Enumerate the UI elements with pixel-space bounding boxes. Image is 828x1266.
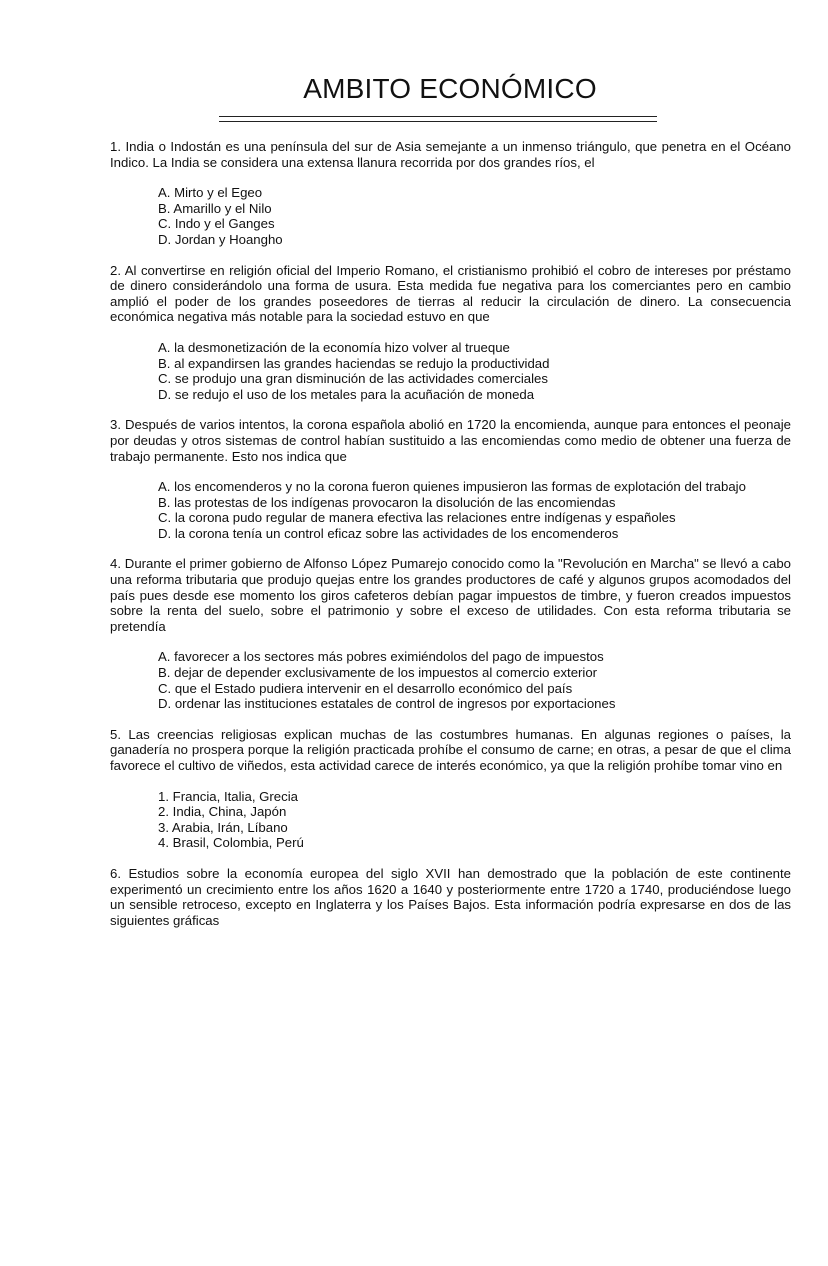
questions-list [110,139,791,943]
title-underline-top [219,116,657,117]
answer-option: B. Amarillo y el Nilo [158,200,272,216]
answer-option: B. dejar de depender exclusivamente de los impuestos al comercio exterior [158,665,598,681]
answer-option: C. que el Estado pudiera intervenir en el desarrollo económico del país [158,680,573,696]
question-4 [110,556,791,711]
answer-option: A. favorecer a los sectores más pobres eximiéndolos del pago de impuestos [158,649,604,665]
answer-option: A. la desmonetización de la economía hizo volver al trueque [158,339,510,355]
answer-option: D. Jordan y Hoangho [158,231,283,247]
answer-option: C. se produjo una gran disminución de las actividades comerciales [158,371,548,387]
answer-options [110,185,791,247]
answer-option: B. al expandirsen las grandes haciendas se redujo la productividad [158,355,550,371]
question-1 [110,139,791,248]
page-title: AMBITO ECONÓMICO [303,73,597,104]
question-stem: 5. Las creencias religiosas explican muchas de las costumbres humanas. En algunas regiones o países, la ganadería no prospera porque la religión practicada prohíbe el consumo de carne; en otras, a pesar de que el clima favorece el cultivo de viñedos, esta actividad carece de interés económico, ya que la religión prohíbe tomar vino en [110,726,791,773]
answer-option: C. la corona pudo regular de manera efectiva las relaciones entre indígenas y españoles [158,510,676,526]
answer-option: D. se redujo el uso de los metales para la acuñación de moneda [158,386,535,402]
answer-option: 2. India, China, Japón [158,804,287,820]
answer-option: A. los encomenderos y no la corona fueron quienes impusieron las formas de explotación del trabajo [158,479,746,495]
answer-option: A. Mirto y el Egeo [158,185,263,201]
question-2 [110,263,791,403]
question-5 [110,727,791,851]
title-underline-bottom [219,121,657,122]
answer-option: C. Indo y el Ganges [158,216,275,232]
answer-option: D. ordenar las instituciones estatales de control de ingresos por exportaciones [158,696,616,712]
answer-option: B. las protestas de los indígenas provocaron la disolución de las encomiendas [158,494,616,510]
question-6 [110,866,791,928]
answer-option: 1. Francia, Italia, Grecia [158,788,298,804]
answer-options [110,479,791,541]
answer-option: 4. Brasil, Colombia, Perú [158,835,304,851]
question-stem: 2. Al convertirse en religión oficial del Imperio Romano, el cristianismo prohibió el cobro de intereses por préstamo de dinero considerándolo una forma de usura. Esta medida fue negativa para los comerciantes pero en cambio amplió el poder de los grandes poseedores de tierras al reducir la circulación de dinero. La consecuencia económica negativa más notable para la sociedad estuvo en que [110,262,791,325]
answer-options [110,789,791,851]
answer-options [110,649,791,711]
question-stem: 4. Durante el primer gobierno de Alfonso López Pumarejo conocido como la "Revolución en Marcha" se llevó a cabo una reforma tributaria que produjo quejas entre los grandes productores de café y algunos grupos acomodados del país pues desde ese momento los giros cafeteros debían pagar impuestos de timbre, y fueron creados impuestos sobre la renta del suelo, sobre el patrimonio y sobre el exceso de utilidades. Con esta reforma tributaria se pretendía [110,556,791,634]
answer-option: 3. Arabia, Irán, Líbano [158,819,288,835]
question-stem: 3. Después de varios intentos, la corona española abolió en 1720 la encomienda, aunque para entonces el peonaje por deudas y otros sistemas de control habían sustituido a las encomiendas como medio de obtener una fuerza de trabajo permanente. Esto nos indica que [110,417,791,464]
question-stem: 1. India o Indostán es una península del sur de Asia semejante a un inmenso triángulo, que penetra en el Océano Indico. La India se considera una extensa llanura recorrida por dos grandes ríos, el [110,139,791,170]
answer-options [110,340,791,402]
question-3 [110,417,791,541]
answer-option: D. la corona tenía un control eficaz sobre las actividades de los encomenderos [158,525,619,541]
question-stem: 6. Estudios sobre la economía europea del siglo XVII han demostrado que la población de este continente experimentó un crecimiento entre los años 1620 a 1640 y posteriormente entre 1720 a 1740, produciéndose luego un sensible retroceso, excepto en Inglaterra y los Países Bajos. Esta información podría expresarse en dos de las siguientes gráficas [110,865,791,928]
